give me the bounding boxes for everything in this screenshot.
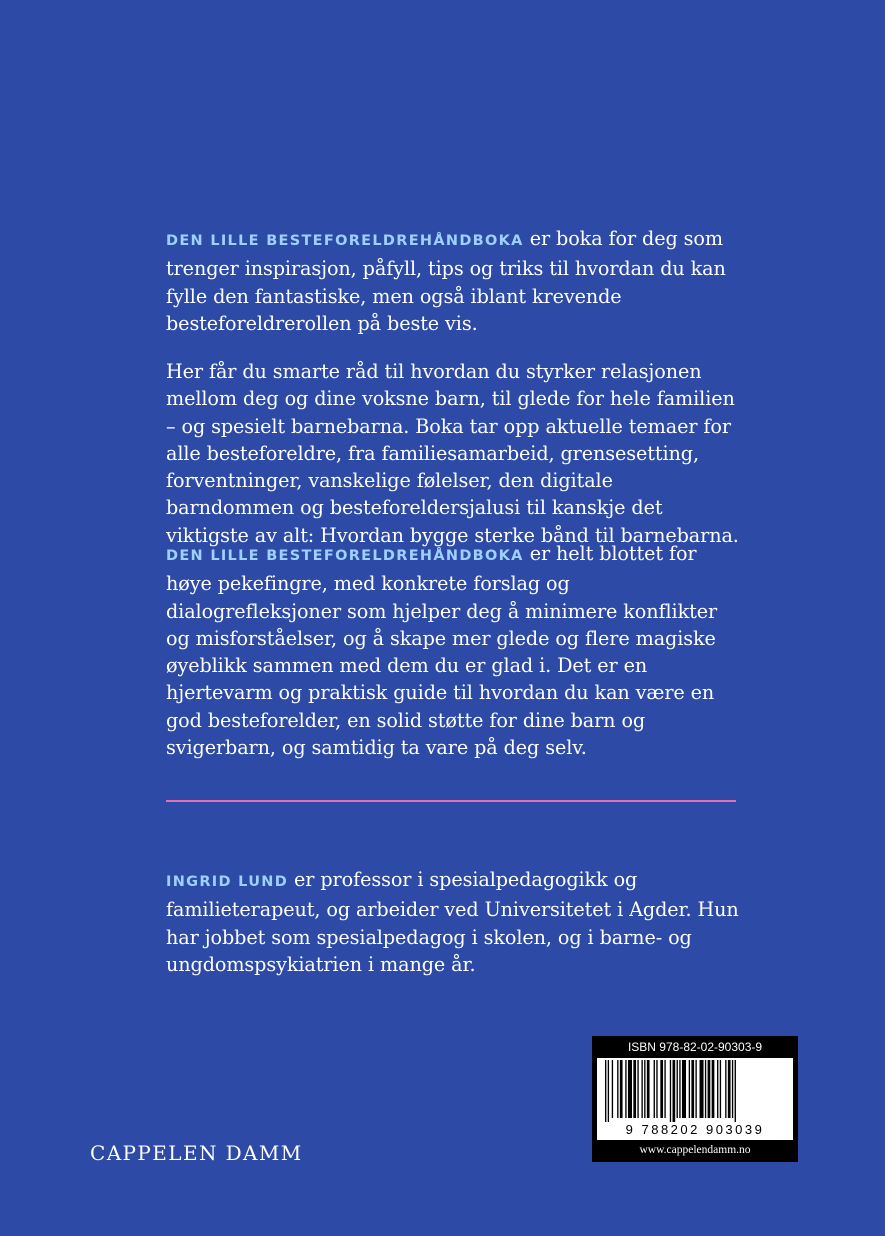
author-name: INGRID LUND	[166, 874, 289, 890]
author-bio-text: er professor i spesialpedagogikk og familieterapeut, og arbeider ved Universitetet i Agder. Hun har jobbet som spesialpedagog i skolen, og i barne- og ungdomspsykiatrien i mange år.	[166, 868, 739, 976]
barcode-area	[597, 1058, 793, 1140]
paragraph-text: er helt blottet for høye pekefingre, med konkrete forslag og dialogrefleksjoner som hjelper deg å minimere konflikter og misforståelser, og å skape mer glede og flere magiske øyeblikk sammen med dem du er glad i. Det er en hjertevarm og praktisk guide til hvordan du kan være en god besteforelder, en solid støtte for dine barn og svigerbarn, og samtidig ta vare på deg selv.	[166, 542, 718, 760]
isbn-barcode-block	[592, 1036, 798, 1162]
pink-divider-line	[166, 800, 736, 802]
barcode-digits: 9 788202 903039	[625, 1122, 765, 1137]
description-paragraph-1	[166, 225, 746, 337]
author-bio	[166, 866, 746, 978]
publisher-logo: CAPPELEN DAMM	[90, 1141, 303, 1165]
barcode-bars-icon	[605, 1060, 785, 1122]
paragraph-text: Her får du smarte råd til hvordan du styrker relasjonen mellom deg og dine voksne barn, til glede for hele familien – og spesielt barnebarna. Boka tar opp aktuelle temaer for alle besteforeldre, fra familiesamarbeid, grensesetting, forventninger, vanskelige følelser, den digitale barndommen og besteforeldersjalusi til kanskje det viktigste av alt: Hvordan bygge sterke bånd til barnebarna.	[166, 360, 739, 547]
isbn-label: ISBN 978-82-02-90303-9	[627, 1040, 763, 1054]
description-paragraph-3	[166, 540, 746, 761]
book-title-kicker: DEN LILLE BESTEFORELDREHÅNDBOKA	[166, 233, 524, 249]
paragraph-text: er boka for deg som trenger inspirasjon, påfyll, tips og triks til hvordan du kan fylle den fantastiske, men også iblant krevende besteforeldrerollen på beste vis.	[166, 227, 726, 335]
description-paragraph-2	[166, 358, 746, 549]
book-title-kicker: DEN LILLE BESTEFORELDREHÅNDBOKA	[166, 548, 524, 564]
publisher-website: www.cappelendamm.no	[639, 1144, 751, 1156]
